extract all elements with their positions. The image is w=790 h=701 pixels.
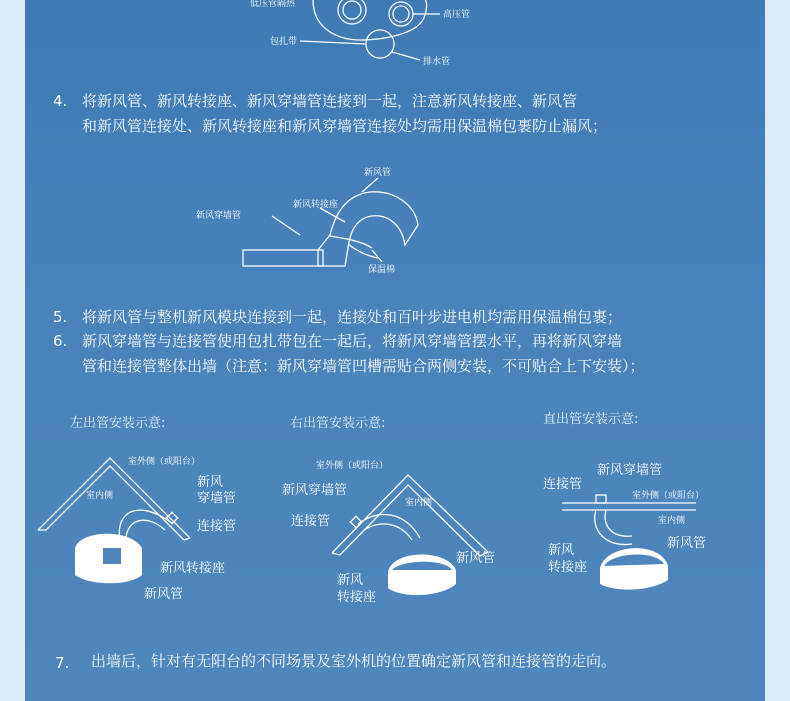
straight-adapter-label-2: 转接座 — [548, 560, 588, 575]
step-7-number: 7. — [55, 654, 70, 672]
step-7-line-1: 出墙后，针对有无阳台的不同场景及室外机的位置确定新风管和连接管的走向。 — [91, 652, 617, 670]
straight-indoor-label: 室内侧 — [658, 516, 686, 526]
step-6-number: 6. — [53, 332, 68, 350]
step-4-line-1: 将新风管、新风转接座、新风穿墙管连接到一起，注意新风转接座、新风管 — [82, 92, 578, 110]
adapter-label: 新风转接座 — [293, 200, 339, 210]
low-pressure-pipe — [338, 0, 366, 24]
left-indoor-label: 室内侧 — [86, 491, 114, 501]
pipe-bundle — [300, 0, 440, 60]
step-5-line-1: 将新风管与整机新风模块连接到一起，连接处和百叶步进电机均需用保温棉包裹； — [82, 308, 623, 326]
straight-outdoor-label: 室外侧（或阳台） — [632, 491, 705, 501]
left-wall-pipe-label-2: 穿墙管 — [197, 491, 237, 506]
step-5-number: 5. — [53, 308, 68, 326]
straight-install-caption: 直出管安装示意: — [543, 412, 639, 427]
left-fresh-pipe-label: 新风管 — [144, 587, 184, 602]
right-fresh-pipe-label: 新风管 — [456, 551, 496, 566]
drain-pipe — [366, 30, 394, 58]
step-4-line-2: 和新风管连接处、新风转接座和新风穿墙管连接处均需用保温棉包裹防止漏风； — [82, 117, 608, 135]
drain-label: 排水管 — [423, 57, 451, 67]
right-wall-pipe-label: 新风穿墙管 — [282, 483, 348, 498]
step-4-number: 4. — [53, 92, 68, 110]
right-indoor-label: 室内侧 — [405, 498, 433, 508]
right-conn-label: 连接管 — [291, 514, 331, 529]
step-6-line-2: 管和连接管整体出墙（注意：新风穿墙管凹槽需贴合两侧安装，不可贴合上下安装）； — [82, 357, 645, 375]
right-adapter-label-2: 转接座 — [337, 590, 377, 605]
low-pressure-label: 低压管隔热 — [250, 0, 296, 9]
wall-pipe-shape — [243, 250, 323, 266]
straight-fresh-pipe-label: 新风管 — [667, 536, 707, 551]
wrap-tape-label: 包扎带 — [270, 37, 298, 47]
left-adapter-label: 新风转接座 — [160, 561, 226, 576]
left-outdoor-label: 室外侧（或阳台） — [128, 457, 201, 467]
step-6-line-1: 新风穿墙管与连接管使用包扎带包在一起后，将新风穿墙管摆水平，再将新风穿墙 — [82, 332, 623, 350]
wall-pipe-label: 新风穿墙管 — [196, 211, 242, 221]
fresh-air-assembly — [243, 178, 418, 266]
fresh-pipe-label: 新风管 — [364, 168, 392, 178]
right-install-caption: 右出管安装示意: — [290, 416, 386, 431]
high-pressure-label: 高压管 — [443, 10, 471, 20]
straight-wall-pipe-label: 新风穿墙管 — [597, 463, 663, 478]
straight-conn-label: 连接管 — [543, 477, 583, 492]
left-wall-pipe-label-1: 新风 — [197, 475, 224, 490]
right-outdoor-label: 室外侧（或阳台） — [316, 461, 389, 471]
right-adapter-label-1: 新风 — [337, 573, 364, 588]
left-conn-label: 连接管 — [197, 519, 237, 534]
left-install-caption: 左出管安装示意: — [70, 416, 166, 431]
straight-adapter-label-1: 新风 — [548, 543, 575, 558]
insulation-label: 保温棉 — [368, 265, 396, 275]
